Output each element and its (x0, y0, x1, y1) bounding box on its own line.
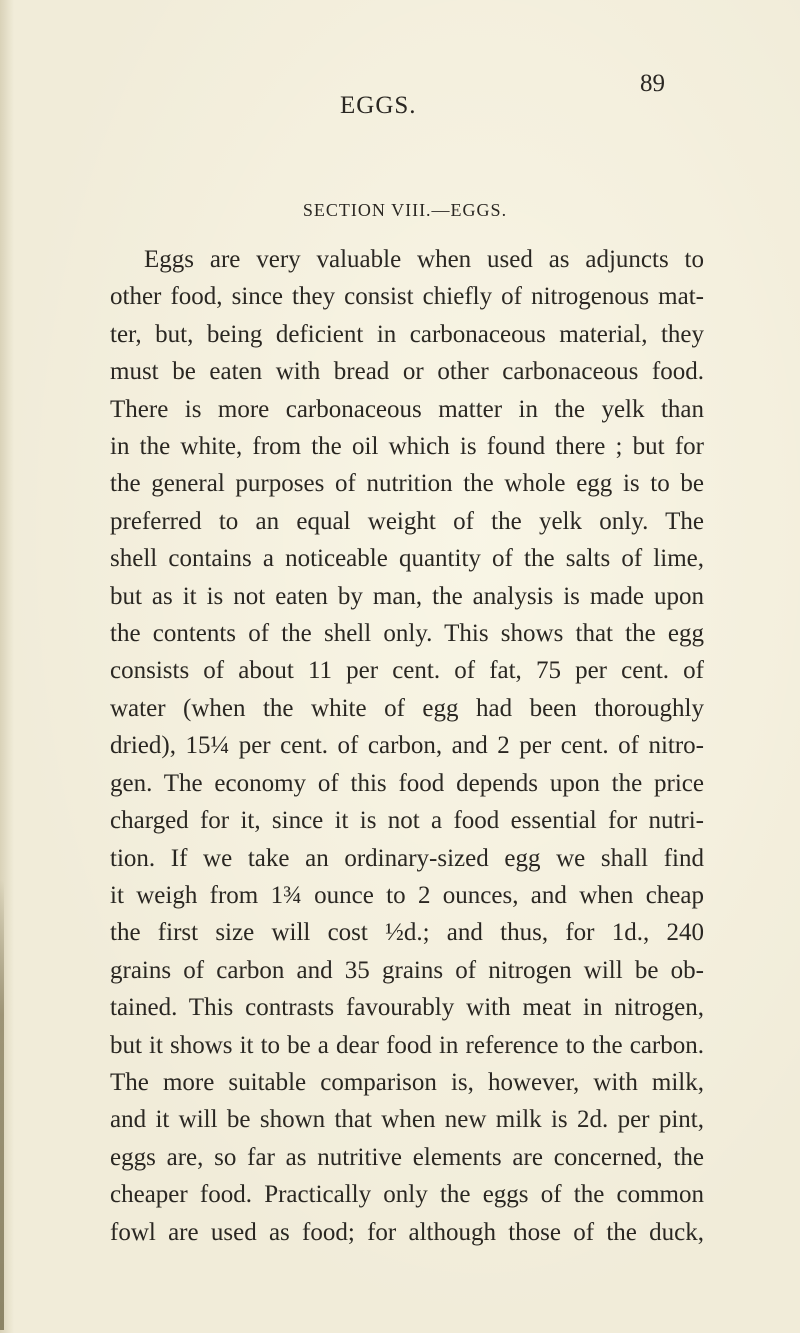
text-line: but it shows it to be a dear food in reference to the carbon. (110, 1031, 704, 1059)
text-line: tion. If we take an ordinary-sized egg we shall find (110, 844, 704, 872)
text-line: preferred to an equal weight of the yelk only. The (110, 507, 704, 535)
body-paragraph (110, 241, 704, 1251)
text-line: shell contains a noticeable quantity of the salts of lime, (110, 545, 704, 573)
text-line: but as it is not eaten by man, the analysis is made upon (110, 582, 704, 610)
text-line: and it will be shown that when new milk is 2d. per pint, (110, 1106, 704, 1134)
text-line: other food, since they consist chiefly of nitrogenous mat- (110, 283, 704, 311)
section-heading: SECTION VIII.—EGGS. (302, 200, 508, 220)
running-title: EGGS. (340, 92, 417, 119)
text-line: in the white, from the oil which is found there ; but for (110, 433, 704, 461)
text-line: ter, but, being deficient in carbonaceous material, they (110, 320, 704, 348)
text-line: The more suitable comparison is, however, with milk, (110, 1068, 704, 1096)
text-line: fowl are used as food; for although those of the duck, (110, 1218, 704, 1246)
text-line: charged for it, since it is not a food essential for nutri- (110, 807, 704, 835)
text-line: the first size will cost ½d.; and thus, for 1d., 240 (110, 919, 704, 947)
text-line: must be eaten with bread or other carbonaceous food. (110, 358, 704, 386)
text-line: Eggs are very valuable when used as adjuncts to (144, 246, 704, 273)
running-head (0, 70, 800, 132)
text-line: tained. This contrasts favourably with meat in nitrogen, (110, 994, 704, 1022)
page-binding-edge (0, 880, 4, 1330)
text-line: the contents of the shell only. This shows that the egg (110, 620, 704, 648)
text-line: water (when the white of egg had been thoroughly (110, 694, 704, 722)
text-line: the general purposes of nutrition the whole egg is to be (110, 470, 704, 498)
text-line: consists of about 11 per cent. of fat, 75 per cent. of (110, 657, 704, 685)
text-line: There is more carbonaceous matter in the yelk than (110, 395, 704, 423)
text-line: eggs are, so far as nutritive elements are concerned, the (110, 1143, 704, 1171)
text-line: dried), 15¼ per cent. of carbon, and 2 per cent. of nitro- (110, 732, 704, 760)
page-number: 89 (640, 70, 665, 97)
text-line: gen. The economy of this food depends upon the price (110, 769, 704, 797)
text-line: grains of carbon and 35 grains of nitrogen will be ob- (110, 956, 704, 984)
text-line: it weigh from 1¾ ounce to 2 ounces, and when cheap (110, 881, 704, 909)
text-line: cheaper food. Practically only the eggs of the common (110, 1181, 704, 1209)
